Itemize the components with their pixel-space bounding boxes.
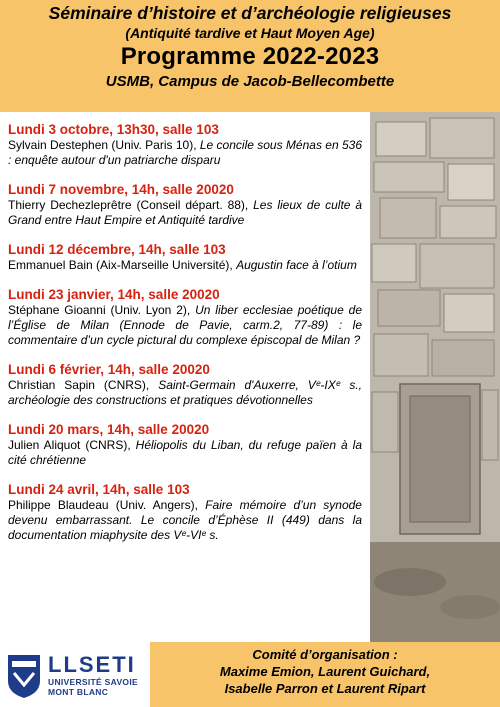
committee-heading: Comité d’organisation :	[252, 647, 398, 662]
programme-list	[0, 112, 370, 642]
programme-title: Programme 2022-2023	[120, 43, 380, 70]
event-title: Les lieux de culte à Grand entre Haut Empire et Antiquité tardive	[8, 198, 363, 227]
event-item	[8, 361, 362, 408]
event-title: Un liber ecclesiae poétique de l’Église de Milan (Ennode de Pavie, carm.2, 77-89) : le commentaire d’un cycle pictural du complexe épiscopal de Milan ?	[8, 303, 362, 347]
event-title: Augustin face à l’otium	[236, 258, 357, 272]
savoie-shield-icon	[6, 651, 42, 699]
event-item	[8, 181, 362, 228]
seminar-location: USMB, Campus de Jacob-Bellecombette	[105, 73, 395, 90]
committee-line1: Maxime Emion, Laurent Guichard,	[219, 664, 431, 679]
event-speaker: Stéphane Gioanni (Univ. Lyon 2),	[8, 303, 196, 317]
event-title: Saint-Germain d'Auxerre, Vᵉ-IXᵉ s., archéologie des constructions et pratiques dévotionnelles	[8, 378, 363, 407]
logo-line1: UNIVERSITÉ SAVOIE	[48, 676, 138, 687]
event-item	[8, 481, 362, 543]
archaeology-photo	[370, 112, 500, 642]
event-speaker: Sylvain Destephen (Univ. Paris 10),	[8, 138, 200, 152]
event-item	[8, 241, 362, 273]
event-item	[8, 286, 362, 348]
event-item	[8, 121, 362, 168]
seminar-title: Séminaire d’histoire et d’archéologie religieuses	[48, 3, 452, 23]
event-date: Lundi 20 mars, 14h, salle 20020	[8, 422, 210, 437]
event-title: Héliopolis du Liban, du refuge païen à la cité chrétienne	[8, 438, 362, 467]
stone-ruins-illustration	[370, 112, 500, 642]
event-speaker: Thierry Dechezleprêtre (Conseil départ. 88),	[8, 198, 254, 212]
organizing-committee	[150, 646, 500, 697]
event-date: Lundi 24 avril, 14h, salle 103	[8, 482, 190, 497]
logo-name: LLSETI	[48, 651, 136, 677]
event-title: Le concile sous Ménas en 536 : enquête autour d'un patriarche disparu	[8, 138, 362, 167]
footer	[0, 642, 500, 707]
event-date: Lundi 23 janvier, 14h, salle 20020	[8, 287, 220, 302]
committee-line2: Isabelle Parron et Laurent Ripart	[224, 681, 426, 696]
event-item	[8, 421, 362, 468]
event-speaker: Emmanuel Bain (Aix-Marseille Université),	[8, 258, 237, 272]
llseti-logo	[0, 642, 150, 707]
event-date: Lundi 12 décembre, 14h, salle 103	[8, 242, 226, 257]
event-date: Lundi 6 février, 14h, salle 20020	[8, 362, 210, 377]
event-title: Faire mémoire d’un synode devenu embarrassant. Le concile d’Éphèse II (449) dans la documentation miaphysite des Vᵉ-VIᵉ s.	[8, 498, 362, 542]
logo-line2: MONT BLANC	[48, 686, 109, 697]
header	[0, 0, 500, 112]
event-speaker: Philippe Blaudeau (Univ. Angers),	[8, 498, 206, 512]
event-speaker: Julien Aliquot (CNRS),	[8, 438, 136, 452]
event-date: Lundi 7 novembre, 14h, salle 20020	[8, 182, 234, 197]
event-speaker: Christian Sapin (CNRS),	[8, 378, 159, 392]
seminar-subtitle: (Antiquité tardive et Haut Moyen Age)	[125, 25, 375, 41]
event-date: Lundi 3 octobre, 13h30, salle 103	[8, 122, 219, 137]
